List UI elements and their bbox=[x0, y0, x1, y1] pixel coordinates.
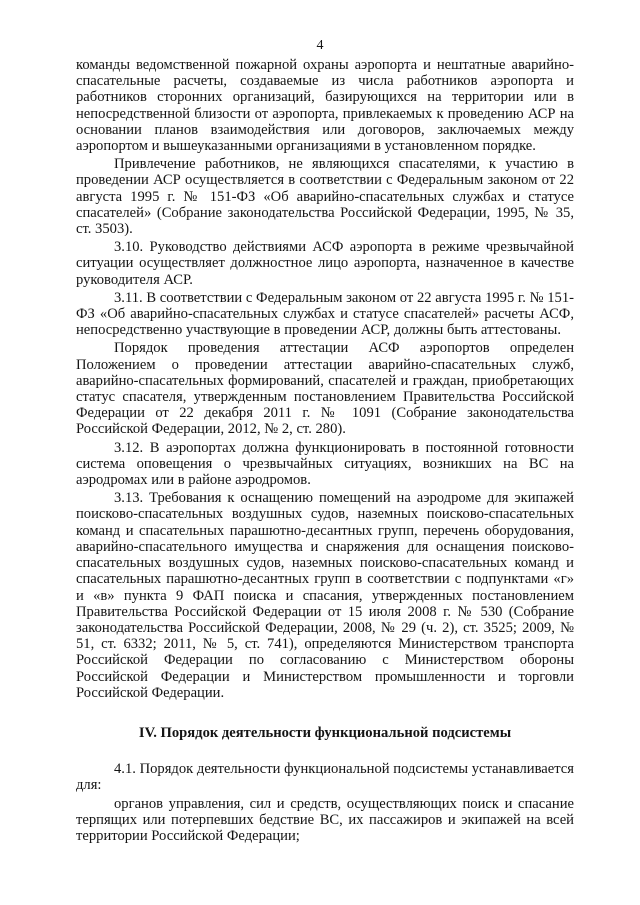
paragraph-organs: органов управления, сил и средств, осуществляющих поиск и спасание терпящих или потерпевших бедствие ВС, их пассажиров и экипажей на всей территории Российской Федерации; bbox=[76, 795, 574, 844]
paragraph-3-12: 3.12. В аэропортах должна функционировать в постоянной готовности система оповещения о чрезвычайных ситуациях, возникших на ВС на аэродромах или в районе аэродромов. bbox=[76, 439, 574, 489]
paragraph-4-1: 4.1. Порядок деятельности функциональной подсистемы устанавливается для: bbox=[76, 761, 574, 794]
document-body bbox=[76, 57, 574, 844]
paragraph-attestation: Порядок проведения аттестации АСФ аэропортов определен Положением о проведении аттестации аварийно-спасательных служб, аварийно-спасательных формирований, спасателей и граждан, приобретающих статус спасателя, утвержденным постановлением Правительства Российской Федерации от 22 декабря 2011 г. № 1091 (Собрание законодательства Российской Федерации, 2012, № 2, ст. 280). bbox=[76, 340, 574, 438]
paragraph-3-13: 3.13. Требования к оснащению помещений на аэродроме для экипажей поисково-спасательных воздушных судов, наземных поисково-спасательных команд и спасательных парашютно-десантных групп, перечень оборудования, аварийно-спасательного имущества и снаряжения для оснащения поисково-спасательных воздушных судов, наземных поисково-спасательных команд и спасательных парашютно-десантных групп в соответствии с подпунктами «г» и «в» пункта 9 ФАП поиска и спасания, утвержденных постановлением Правительства Российской Федерации от 15 июля 2008 г. № 530 (Собрание законодательства Российской Федерации, 2008, № 29 (ч. 2), ст. 3525; 2009, № 51, ст. 6332; 2011, № 5, ст. 741), определяются Министерством транспорта Российской Федерации по согласованию с Министерством обороны Российской Федерации и Министерством промышленности и торговли Российской Федерации. bbox=[76, 490, 574, 701]
paragraph-3-10: 3.10. Руководство действиями АСФ аэропорта в режиме чрезвычайной ситуации осуществляет должностное лицо аэропорта, назначенное в качестве руководителя АСР. bbox=[76, 239, 574, 288]
paragraph-involvement: Привлечение работников, не являющихся спасателями, к участию в проведении АСР осуществляется в соответствии с Федеральным законом от 22 августа 1995 г. № 151-ФЗ «Об аварийно-спасательных службах и статусе спасателей» (Собрание законодательства Российской Федерации, 1995, № 35, ст. 3503). bbox=[76, 156, 574, 238]
paragraph-continuation: команды ведомственной пожарной охраны аэропорта и нештатные аварийно-спасательные расчеты, создаваемые из числа работников аэропорта и работников сторонних организаций, базирующихся на территории или в непосредственной близости от аэропорта, привлекаемых к проведению АСР на основании планов взаимодействия или договоров, заключаемых между аэропортом и вышеуказанными организациями в установленном порядке. bbox=[76, 57, 574, 155]
section-title: IV. Порядок деятельности функциональной подсистемы bbox=[138, 724, 512, 741]
page-number: 4 bbox=[316, 38, 324, 53]
paragraph-3-11: 3.11. В соответствии с Федеральным законом от 22 августа 1995 г. № 151-ФЗ «Об аварийно-спасательных службах и статусе спасателей» расчеты АСФ, непосредственно участвующие в проведении АСР, должны быть аттестованы. bbox=[76, 289, 574, 339]
